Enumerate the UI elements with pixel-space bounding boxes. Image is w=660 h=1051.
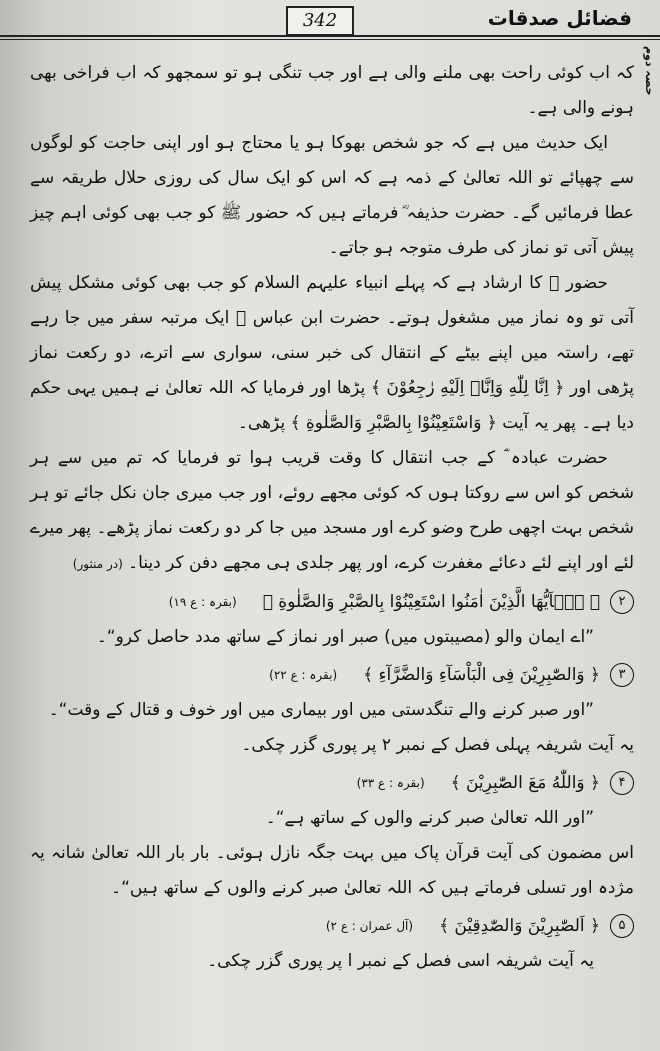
verse-arabic: ﴿ وَاللّٰهُ مَعَ الصّٰبِرِيْنَ ﴾ [450,772,600,793]
verse-3 [30,657,634,693]
paragraph: کہ اب کوئی راحت بھی ملنے والی ہے اور جب تنگی ہو تو سمجھو کہ اب فراخی بھی ہونے والی ہے۔ [30,63,634,118]
verse-arabic: ﴿ اَلصّٰبِرِيْنَ وَالصّٰدِقِيْنَ ﴾ [439,915,600,936]
verse-number: ۵ [610,914,634,938]
verse-number: ۳ [610,663,634,687]
verse-translation: ”اور صبر کرنے والے تنگدستی میں اور بیماری میں اور خوف و قتال کے وقت“۔ [48,700,594,720]
verse-reference: (بقرہ : ع ۲۲) [269,667,338,682]
book-title: فضائل صدقات [487,6,632,30]
paragraph-text: حضرت عبادہ ؓ کے جب انتقال کا وقت قریب ہوا تو فرمایا کہ تم میں سے ہر شخص کو اس سے روکتا ہوں کہ کوئی مجھے روئے، اور جب میری جان نکل جائے تو ہر شخص بہت اچھی طرح وضو کرے اور مسجد میں جا کر دو رکعت نماز پڑھے۔ پھر میرے لئے اور اپنے لئے دعائے مغفرت کرے، اور پھر جلدی ہی مجھے دفن کر دینا۔ [30,448,634,573]
page-number: 342 [286,6,354,36]
page-header [0,0,660,40]
volume-label: حصہ دوم [643,46,656,96]
header-rule-thin [0,39,660,40]
verse-translation: ”اور اللہ تعالیٰ صبر کرنے والوں کے ساتھ ہے“۔ [265,808,594,828]
verse-arabic: ﴿ يٰۤاَيُّهَا الَّذِيْنَ اٰمَنُوا اسْتَعِيْنُوْا بِالصَّبْرِ وَالصَّلٰوةِ ﴾ [262,591,600,612]
verse-translation: ”اے ایمان والو (مصیبتوں میں) صبر اور نماز کے ساتھ مدد حاصل کرو“۔ [96,627,594,647]
verse-reference: (بقرہ : ع ۳۳) [356,775,425,790]
verse-5 [30,908,634,944]
verse-number: ۴ [610,771,634,795]
verse-note: یہ آیت شریفہ پہلی فصل کے نمبر ۲ پر پوری گزر چکی۔ [241,735,634,755]
page-body [30,56,634,1031]
verse-arabic: ﴿ وَالصّٰبِرِيْنَ فِى الْبَاْسَآءِ وَالضَّرَّآءِ ﴾ [363,664,600,685]
verse-note: اس مضمون کی آیت قرآن پاک میں بہت جگہ نازل ہوئی۔ بار بار اللہ تعالیٰ شانہ یہ مژدہ اور تسلی فرماتے ہیں کہ اللہ تعالیٰ صبر کرنے والوں کے ساتھ ہیں“۔ [30,843,634,898]
paragraph: ایک حدیث میں ہے کہ جو شخص بھوکا ہو یا محتاج ہو اور اپنی حاجت کو لوگوں سے چھپائے تو اللہ تعالیٰ کے ذمہ ہے کہ اس کو ایک سال کی روزی حلال طریقہ سے عطا فرمائیں گے۔ حضرت حذیفہ ؓ فرماتے ہیں کہ حضور ﷺ کو جب بھی کوئی اہم چیز پیش آتی تو نماز کی طرف متوجہ ہو جاتے۔ [30,133,634,258]
verse-4 [30,765,634,801]
paragraph: حضور ﷺ کا ارشاد ہے کہ پہلے انبیاء علیہم السلام کو جب بھی کوئی مشکل پیش آتی تو وہ نماز میں مشغول ہوتے۔ حضرت ابن عباس ؓ ایک مرتبہ سفر میں جا رہے تھے، راستہ میں اپنے بیٹے کے انتقال کی خبر سنی، سواری سے اترے، دو رکعت نماز پڑھی اور ﴿ اِنَّا لِلّٰهِ وَاِنَّاۤ اِلَيْهِ رٰجِعُوْنَ ﴾ پڑھا اور فرمایا کہ اللہ تعالیٰ نے ہمیں یہی حکم دیا ہے۔ پھر یہ آیت ﴿ وَاسْتَعِيْنُوْا بِالصَّبْرِ وَالصَّلٰوةِ ﴾ پڑھی۔ [30,273,634,433]
header-rule [0,35,660,37]
verse-2 [30,584,634,620]
verse-note: یہ آیت شریفہ اسی فصل کے نمبر ا پر پوری گزر چکی۔ [207,951,594,971]
verse-reference: (آل عمران : ع ۲) [325,918,414,933]
paragraph [30,441,634,582]
verse-number: ۲ [610,590,634,614]
source-note: (در منثور) [72,557,123,571]
verse-reference: (بقرہ : ع ۱۹) [168,594,237,609]
